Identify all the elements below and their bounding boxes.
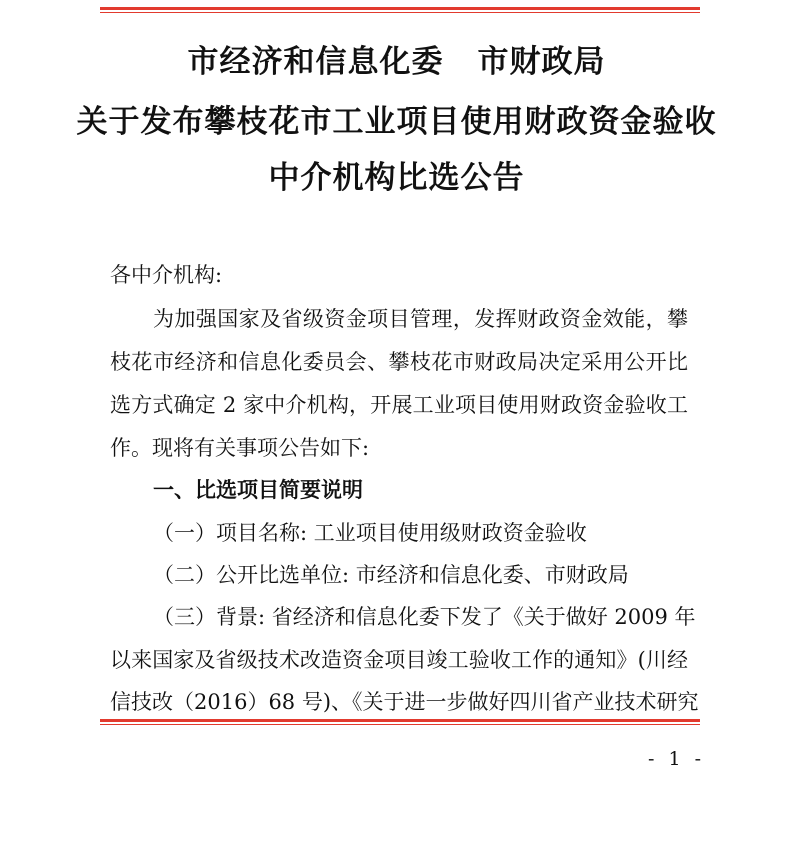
paragraph-1-line-1: 为加强国家及省级资金项目管理，发挥财政资金效能，攀 (153, 307, 688, 331)
issuer-line (0, 36, 793, 81)
document-title-line-1: 关于发布攀枝花市工业项目使用财政资金验收 (76, 104, 717, 140)
page-number: - 1 - (648, 748, 706, 770)
issuer-finance-bureau: 市财政局 (477, 44, 606, 80)
item-2-selection-units: （二）公开比选单位: 市经济和信息化委、市财政局 (153, 563, 629, 587)
document-title-line-2: 中介机构比选公告 (268, 160, 525, 196)
paragraph-1-line-2: 枝花市经济和信息化委员会、攀枝花市财政局决定采用公开比 (110, 350, 688, 374)
paragraph-1-line-4: 作。现将有关事项公告如下: (110, 436, 370, 460)
top-red-rule (100, 7, 700, 13)
item-3-line-3: 信技改（2016）68 号)、《关于进一步做好四川省产业技术研究 (110, 690, 699, 714)
paragraph-1-line-3: 选方式确定 2 家中介机构，开展工业项目使用财政资金验收工 (110, 393, 688, 417)
issuer-economy-commission: 市经济和信息化委 (187, 44, 444, 80)
item-3-line-2: 以来国家及省级技术改造资金项目竣工验收工作的通知》(川经 (110, 648, 688, 672)
item-3-line-1: （三）背景: 省经济和信息化委下发了《关于做好 2009 年 (153, 605, 696, 629)
section-heading-1: 一、比选项目简要说明 (153, 477, 363, 502)
item-1-project-name: （一）项目名称: 工业项目使用级财政资金验收 (153, 521, 587, 545)
bottom-red-rule (100, 719, 700, 725)
salutation: 各中介机构: (110, 263, 223, 287)
